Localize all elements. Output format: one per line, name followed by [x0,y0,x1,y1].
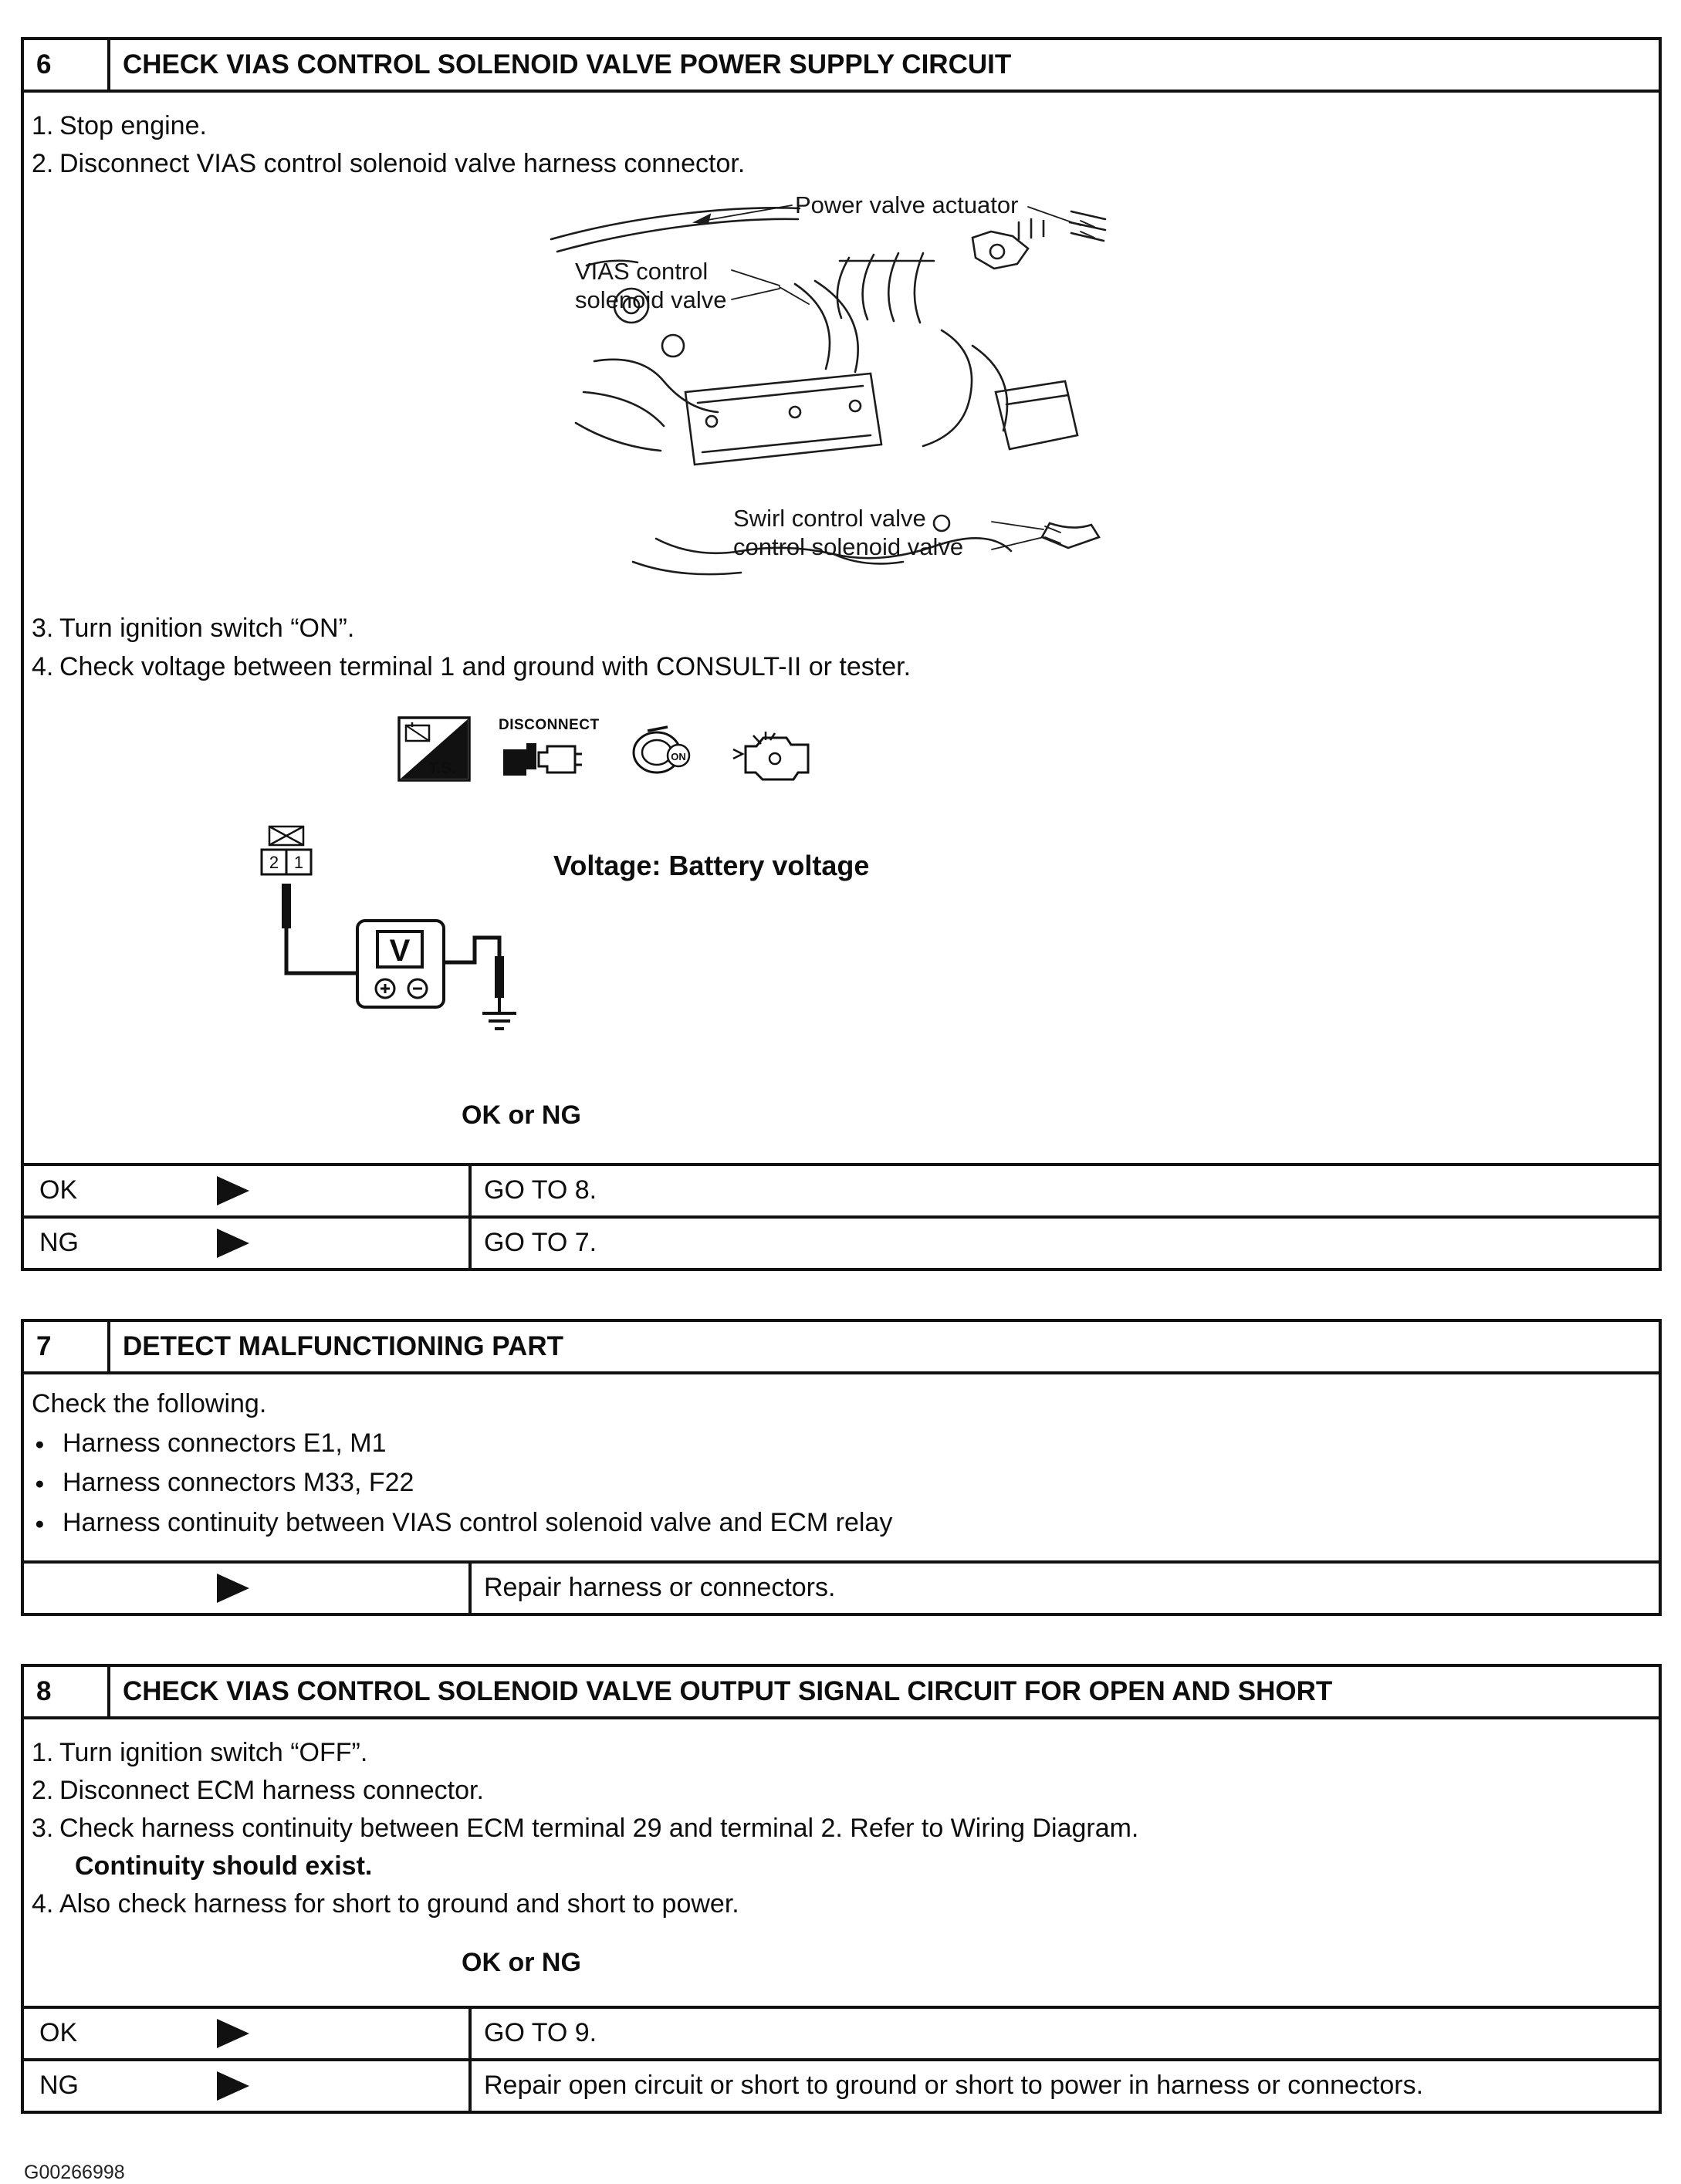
result-label-cell [24,1166,472,1215]
engine-icon [729,726,820,782]
svg-text:T.S.: T.S. [428,759,457,777]
instruction-step [32,147,1643,181]
instruction-step [32,1887,1643,1921]
continuity-note: Continuity should exist. [75,1851,373,1881]
test-hookup-row [32,822,1643,1053]
disconnect-icon-group [499,716,600,782]
procedure-6-table [21,37,1662,1271]
result-action: Repair harness or connectors. [484,1573,836,1603]
figure-label-power-valve-actuator: Power valve actuator [795,191,1019,219]
result-label: NG [39,1228,79,1258]
procedure-6-header [24,40,1659,93]
terminal-2-label: 2 [269,852,279,872]
instruction-step [32,650,1643,684]
terminal-1-label: 1 [293,852,304,872]
result-arrow-icon [217,1574,249,1603]
step-number: 6 [24,40,110,90]
step-index: 1. [32,111,54,140]
ignition-on-icon [627,720,701,782]
figure-label-line: VIAS control [575,258,709,286]
procedure-8-table [21,1664,1662,2114]
step-number: 8 [24,1667,110,1716]
step-title: CHECK VIAS CONTROL SOLENOID VALVE OUTPUT SIGNAL CIRCUIT FOR OPEN AND SHORT [123,1675,1333,1706]
check-item [32,1506,1643,1540]
disconnect-label: DISCONNECT [499,717,600,734]
step-text: Check voltage between terminal 1 and ground with CONSULT-II or tester. [59,651,912,681]
result-arrow-icon [217,2071,249,2101]
step-index: 4. [32,651,54,681]
figure-id-code: G00266998 [24,2161,125,2183]
bullet-icon [32,1506,63,1540]
engine-figure [32,190,1643,600]
instruction-step [32,611,1643,645]
procedure-6-body [24,93,1659,1163]
step-text: Turn ignition switch “OFF”. [59,1737,368,1767]
result-row-ng [24,1215,1659,1268]
connector-view-symbol-icon [269,827,303,845]
voltage-spec: Voltage: Battery voltage [553,849,870,881]
instruction-step [32,109,1643,143]
ok-or-ng-label: OK or NG [462,1100,581,1130]
plus-terminal-icon [376,979,394,998]
voltmeter-letter: V [389,933,411,968]
check-item [32,1466,1643,1499]
result-label-cell [24,1219,472,1268]
check-item [32,1426,1643,1460]
result-label-cell [24,2009,472,2058]
result-arrow-icon [217,1229,249,1258]
result-arrow-icon [217,2019,249,2048]
result-action: GO TO 7. [484,1228,597,1258]
step-index: 2. [32,1775,54,1805]
instruction-step [32,1773,1643,1807]
step-title: CHECK VIAS CONTROL SOLENOID VALVE POWER SUPPLY CIRCUIT [123,49,1012,79]
figure-label-line: Swirl control valve [733,505,926,532]
step-text: Disconnect ECM harness connector. [59,1775,484,1805]
figure-leader-lines [695,205,1094,549]
check-item-text: Harness connectors M33, F22 [63,1468,414,1498]
bullet-icon [32,1466,63,1499]
tool-icons-row [397,716,1643,782]
connector-pin-diagram [249,822,543,1053]
figure-label-line: solenoid valve [575,286,727,313]
step-index: 4. [32,1889,54,1919]
result-action: GO TO 8. [484,1175,597,1205]
figure-label-line: control solenoid valve [733,532,964,560]
result-arrow-icon [217,1176,249,1205]
result-row-ng [24,2058,1659,2111]
test-probe-positive [282,884,291,928]
step-index: 3. [32,614,54,644]
instruction-step [32,1736,1643,1770]
minus-terminal-icon [408,979,427,998]
result-row [24,1560,1659,1613]
step-index: 2. [32,149,54,179]
result-action: GO TO 9. [484,2018,597,2048]
procedure-8-header [24,1667,1659,1719]
figure-label-swirl-solenoid [733,505,963,561]
step-number: 7 [24,1322,110,1371]
result-label: OK [39,2018,78,2048]
step-text: Also check harness for short to ground and short to power. [59,1889,739,1919]
check-item-text: Harness continuity between VIAS control solenoid valve and ECM relay [63,1507,893,1537]
disconnect-connector-icon [499,737,585,782]
check-item-text: Harness connectors E1, M1 [63,1428,387,1459]
result-label: NG [39,2071,79,2101]
bullet-icon [32,1426,63,1460]
result-label: OK [39,1175,78,1205]
procedure-7-table [21,1319,1662,1616]
step-index: 3. [32,1814,54,1844]
instruction-step [32,1811,1643,1845]
step-title: DETECT MALFUNCTIONING PART [123,1330,563,1361]
ok-or-ng-label: OK or NG [462,1947,581,1977]
procedure-8-body [24,1719,1659,2006]
intro-text: Check the following. [32,1388,267,1418]
procedure-7-body [24,1374,1659,1560]
result-row-ok [24,1163,1659,1215]
result-label-cell [24,1564,472,1613]
step-text: Stop engine. [59,111,207,140]
ground-symbol-icon [482,998,516,1029]
test-probe-ground [495,956,504,998]
step-index: 1. [32,1737,54,1767]
step-text: Disconnect VIAS control solenoid valve harness connector. [59,149,746,179]
step-text: Check harness continuity between ECM terminal 29 and terminal 2. Refer to Wiring Diagram. [59,1814,1139,1844]
procedure-7-header [24,1322,1659,1374]
result-row-ok [24,2006,1659,2058]
svg-text:ON: ON [670,750,686,762]
result-label-cell [24,2061,472,2111]
result-action: Repair open circuit or short to ground or short to power in harness or connectors. [484,2071,1424,2101]
step-text: Turn ignition switch “ON”. [59,614,355,644]
ts-circuit-tester-icon [397,716,471,782]
figure-label-vias-solenoid [575,258,726,314]
